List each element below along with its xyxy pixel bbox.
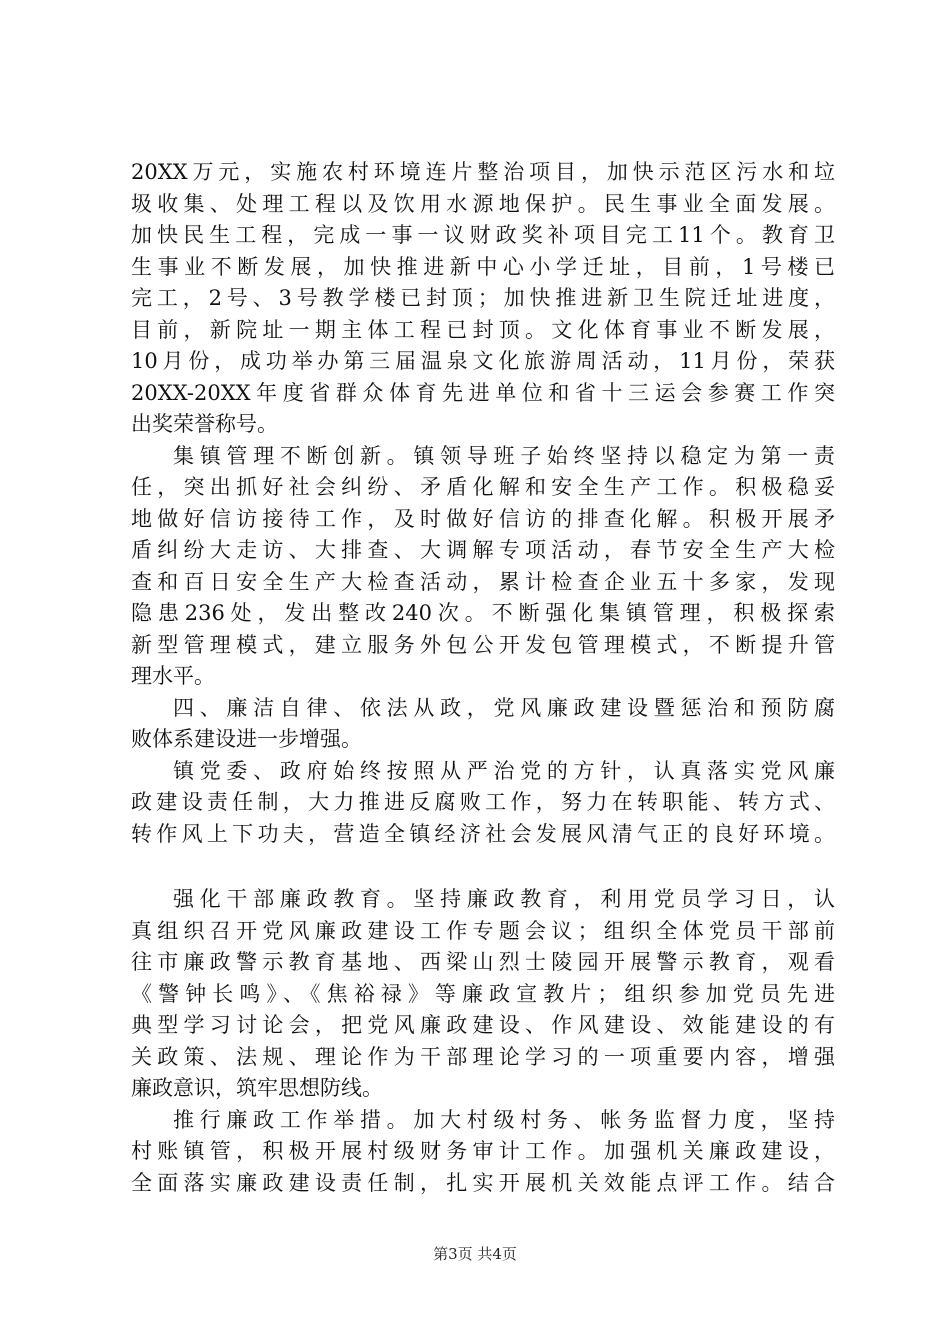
text-line: 任，突出抓好社会纠纷、矛盾化解和安全生产工作。积极稳妥	[131, 475, 835, 499]
page-number-footer: 第3页 共4页	[433, 1245, 517, 1263]
text-line: 全面落实廉政建设责任制，扎实开展机关效能点评工作。结合	[131, 1170, 835, 1195]
paragraph-gap	[131, 850, 835, 884]
text-line: 圾收集、处理工程以及饮用水源地保护。民生事业全面发展。	[131, 191, 835, 216]
text-line: 加快民生工程，完成一事一议财政奖补项目完工11个。教育卫	[131, 223, 835, 247]
text-line: 廉政意识，筑牢思想防线。	[131, 1076, 383, 1100]
paragraph-4	[131, 756, 835, 851]
text-line: 目前，新院址一期主体工程已封顶。文化体育事业不断发展，	[131, 317, 835, 342]
text-line: 政建设责任制，大力推进反腐败工作，努力在转职能、转方式、	[131, 790, 835, 814]
text-line: 10月份，成功举办第三届温泉文化旅游周活动，11月份，荣获	[131, 349, 835, 373]
text-line: 推行廉政工作举措。加大村级村务、帐务监督力度，坚持	[173, 1107, 835, 1132]
text-line: 盾纠纷大走访、大排查、大调解专项活动，春节安全生产大检	[131, 538, 835, 562]
text-line: 真组织召开党风廉政建设工作专题会议；组织全体党员干部前	[131, 918, 835, 943]
text-line: 四、廉洁自律、依法从政，党风廉政建设暨惩治和预防腐	[173, 695, 835, 720]
paragraph-5	[131, 884, 835, 1105]
text-line: 20XX万元，实施农村环境连片整治项目，加快示范区污水和垃	[131, 160, 835, 184]
text-line: 20XX-20XX年度省群众体育先进单位和省十三运会参赛工作突	[131, 380, 835, 405]
text-line: 镇党委、政府始终按照从严治党的方针，认真落实党风廉	[173, 758, 835, 783]
text-line: 查和百日安全生产大检查活动，累计检查企业五十多家，发现	[131, 569, 835, 594]
text-line: 集镇管理不断创新。镇领导班子始终坚持以稳定为第一责	[173, 443, 835, 468]
text-line: 理水平。	[131, 664, 215, 688]
paragraph-2	[131, 441, 835, 693]
paragraph-3	[131, 693, 835, 756]
text-line: 出奖荣誉称号。	[131, 412, 278, 436]
text-line: 新型管理模式，建立服务外包公开发包管理模式，不断提升管	[131, 632, 835, 657]
paragraph-1	[131, 157, 835, 441]
text-line: 村账镇管，积极开展村级财务审计工作。加强机关廉政建设，	[131, 1139, 835, 1163]
text-line: 转作风上下功夫，营造全镇经济社会发展风清气正的良好环境。	[131, 821, 835, 846]
text-line: 关政策、法规、理论作为干部理论学习的一项重要内容，增强	[131, 1044, 835, 1069]
paragraph-6	[131, 1105, 835, 1200]
text-line: 败体系建设进一步增强。	[131, 727, 362, 751]
text-line: 往市廉政警示教育基地、西梁山烈士陵园开展警示教育，观看	[131, 950, 835, 974]
text-line: 《警钟长鸣》、《焦裕禄》等廉政宣教片；组织参加党员先进	[131, 981, 835, 1006]
text-line: 完工，2号、3号教学楼已封顶；加快推进新卫生院迁址进度，	[131, 286, 835, 310]
text-line: 隐患236处，发出整改240次。不断强化集镇管理，积极探索	[131, 601, 835, 625]
text-line: 地做好信访接待工作，及时做好信访的排查化解。积极开展矛	[131, 506, 835, 531]
text-line: 典型学习讨论会，把党风廉政建设、作风建设、效能建设的有	[131, 1013, 835, 1037]
document-body	[131, 157, 835, 1199]
text-line: 强化干部廉政教育。坚持廉政教育，利用党员学习日，认	[173, 887, 835, 911]
text-line: 生事业不断发展，加快推进新中心小学迁址，目前，1号楼已	[131, 254, 835, 279]
